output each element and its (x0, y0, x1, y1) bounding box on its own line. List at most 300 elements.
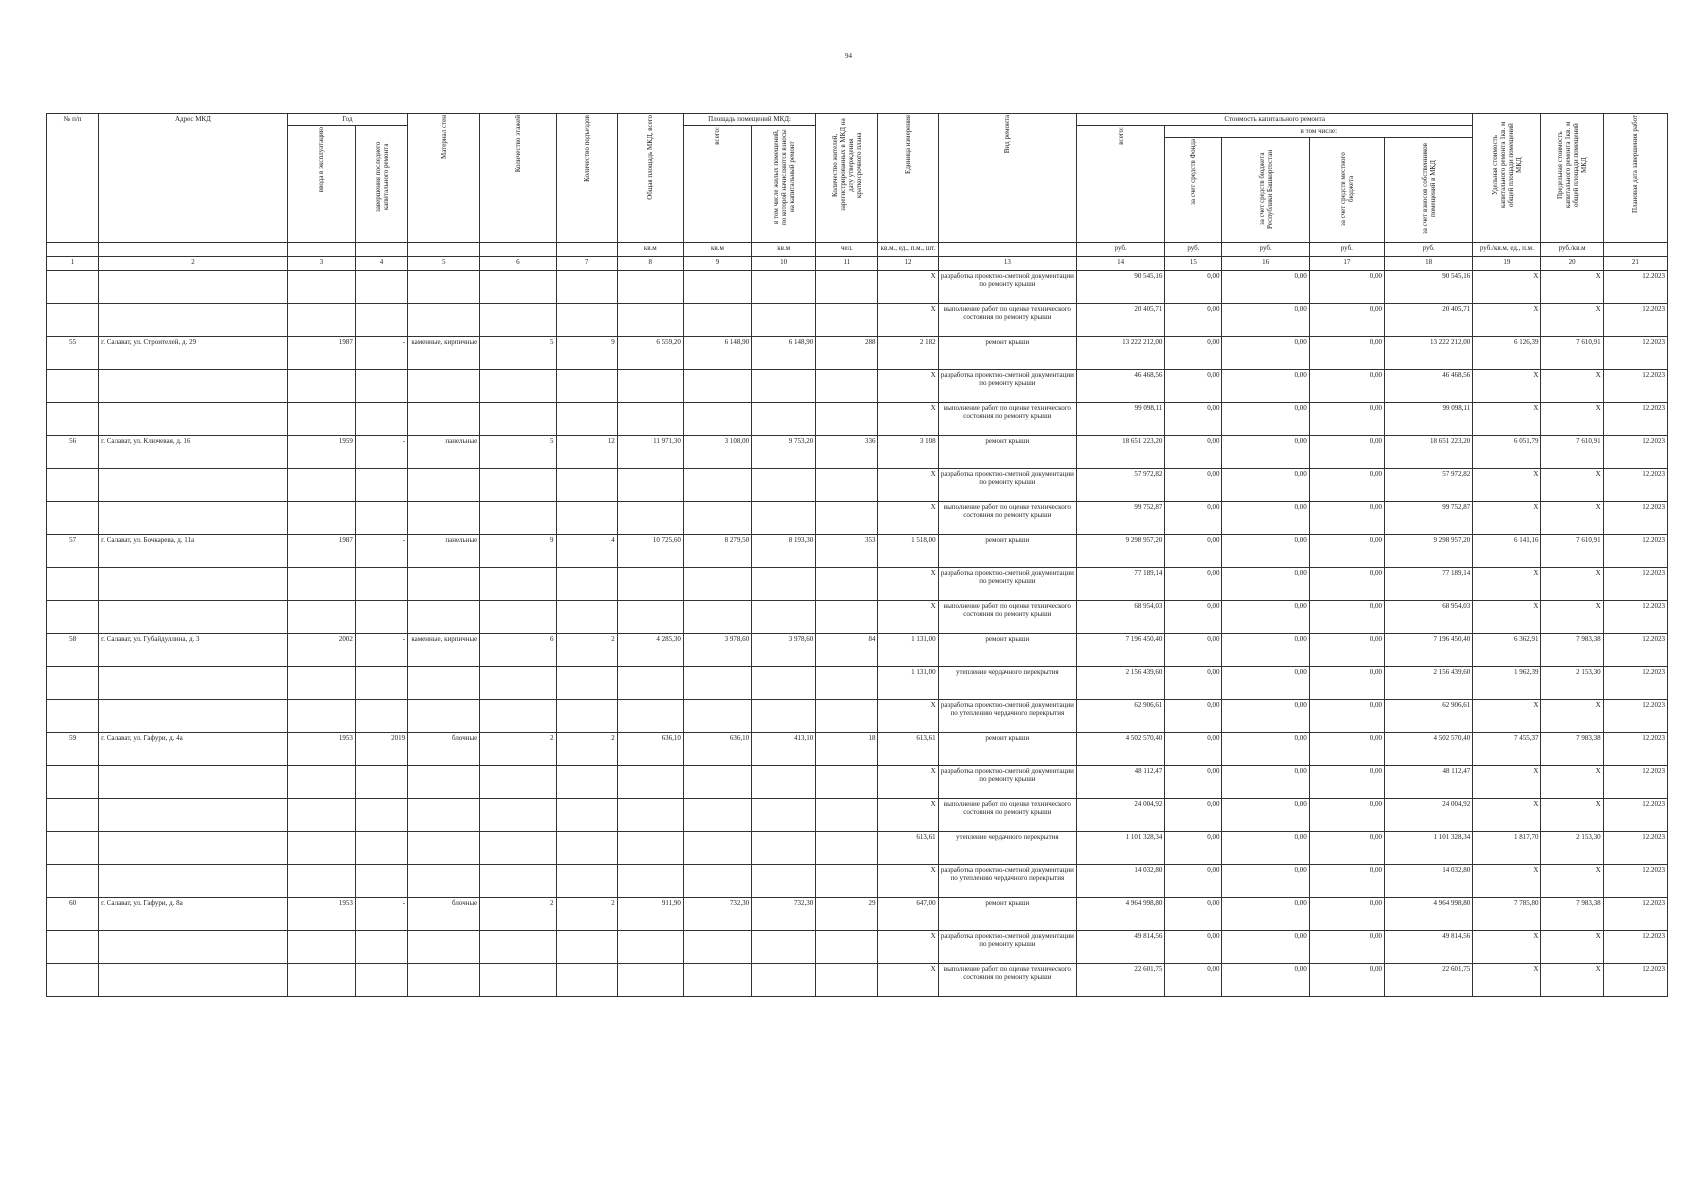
table-cell: 0,00 (1165, 502, 1222, 535)
table-cell (617, 832, 683, 865)
table-cell: - (355, 436, 407, 469)
unit-cell: руб. (1077, 243, 1165, 257)
table-cell (480, 832, 556, 865)
table-row (47, 502, 1668, 535)
table-cell: X (1473, 931, 1541, 964)
table-cell: панельные (408, 535, 480, 568)
table-cell: 9 753,20 (752, 436, 816, 469)
table-cell: разработка проектно-сметной документации по ремонту крыши (938, 766, 1076, 799)
table-cell: каменные, кирпичные (408, 337, 480, 370)
table-cell: X (1541, 304, 1603, 337)
table-cell (408, 799, 480, 832)
table-cell: выполнение работ по оценке технического состояния по ремонту крыши (938, 403, 1076, 436)
table-cell (408, 700, 480, 733)
table-cell (47, 667, 99, 700)
table-cell: 0,00 (1165, 370, 1222, 403)
table-cell: 14 032,80 (1077, 865, 1165, 898)
table-cell: 0,00 (1165, 865, 1222, 898)
table-cell: 1 131,00 (878, 667, 938, 700)
table-cell: ремонт крыши (938, 436, 1076, 469)
table-cell (47, 931, 99, 964)
unit-cell: руб. (1222, 243, 1309, 257)
table-cell (408, 271, 480, 304)
table-cell: 0,00 (1165, 931, 1222, 964)
table-cell: 0,00 (1165, 733, 1222, 766)
table-cell: 9 (556, 337, 617, 370)
table-cell (355, 931, 407, 964)
table-cell: 2 156 439,60 (1384, 667, 1472, 700)
table-cell (752, 304, 816, 337)
table-cell: 0,00 (1309, 469, 1384, 502)
table-cell (617, 865, 683, 898)
table-cell: 99 752,87 (1077, 502, 1165, 535)
table-cell: 0,00 (1309, 799, 1384, 832)
table-cell: 12.2023 (1603, 865, 1667, 898)
table-cell: 3 978,60 (683, 634, 751, 667)
table-cell (617, 667, 683, 700)
table-cell (816, 865, 878, 898)
table-cell: 0,00 (1309, 700, 1384, 733)
table-cell: 2 153,30 (1541, 667, 1603, 700)
table-cell (287, 271, 355, 304)
table-cell (408, 403, 480, 436)
column-number: 19 (1473, 257, 1541, 271)
table-cell: 7 785,80 (1473, 898, 1541, 931)
table-cell: 0,00 (1222, 370, 1309, 403)
table-cell (355, 502, 407, 535)
table-row (47, 601, 1668, 634)
table-cell: 12.2023 (1603, 370, 1667, 403)
table-cell: 1 131,00 (878, 634, 938, 667)
table-cell: 7 610,91 (1541, 535, 1603, 568)
table-cell: 3 108 (878, 436, 938, 469)
table-cell (287, 766, 355, 799)
table-cell: 0,00 (1222, 766, 1309, 799)
table-cell: 12.2023 (1603, 469, 1667, 502)
table-cell: 4 502 570,40 (1384, 733, 1472, 766)
table-cell: 0,00 (1222, 469, 1309, 502)
table-cell (617, 766, 683, 799)
table-row (47, 403, 1668, 436)
column-number: 4 (355, 257, 407, 271)
table-cell (683, 766, 751, 799)
table-cell: 0,00 (1165, 304, 1222, 337)
table-cell (355, 304, 407, 337)
unit-cell (287, 243, 355, 257)
table-cell (752, 667, 816, 700)
table-cell (480, 799, 556, 832)
table-cell: 0,00 (1222, 667, 1309, 700)
header-republic-budget: за счет средств бюджета Республики Башкортостан (1222, 138, 1309, 243)
table-cell: 18 651 223,20 (1384, 436, 1472, 469)
table-row (47, 898, 1668, 931)
table-cell (355, 700, 407, 733)
table-cell (752, 271, 816, 304)
table-cell: 3 108,00 (683, 436, 751, 469)
table-cell: 0,00 (1165, 403, 1222, 436)
table-body (47, 271, 1668, 997)
table-cell: выполнение работ по оценке технического состояния по ремонту крыши (938, 799, 1076, 832)
table-cell: - (355, 337, 407, 370)
table-cell (287, 370, 355, 403)
table-cell: г. Салават, ул. Гафури, д. 8а (99, 898, 288, 931)
table-cell (355, 403, 407, 436)
table-cell (683, 568, 751, 601)
table-cell: X (1541, 799, 1603, 832)
table-cell: 2 156 439,60 (1077, 667, 1165, 700)
table-cell: 0,00 (1222, 733, 1309, 766)
table-cell (617, 502, 683, 535)
table-cell: 60 (47, 898, 99, 931)
table-cell: 6 126,39 (1473, 337, 1541, 370)
table-cell (816, 667, 878, 700)
table-cell (287, 964, 355, 997)
table-cell: X (1541, 502, 1603, 535)
column-number: 13 (938, 257, 1076, 271)
table-cell (99, 799, 288, 832)
unit-cell: кв.м (617, 243, 683, 257)
header-row-1 (47, 114, 1668, 126)
table-cell (556, 931, 617, 964)
table-cell: 613,61 (878, 832, 938, 865)
table-cell: 0,00 (1309, 370, 1384, 403)
table-cell: г. Салават, ул. Ключевая, д. 16 (99, 436, 288, 469)
table-cell: 6 051,79 (1473, 436, 1541, 469)
table-cell: панельные (408, 436, 480, 469)
unit-cell: руб. (1309, 243, 1384, 257)
table-row (47, 766, 1668, 799)
column-number: 12 (878, 257, 938, 271)
table-cell: 6 148,90 (752, 337, 816, 370)
table-cell (816, 502, 878, 535)
table-cell: 0,00 (1309, 436, 1384, 469)
header-owners-fees: за счет взносов собственников помещений в МКД (1384, 138, 1472, 243)
table-cell (617, 601, 683, 634)
table-cell (355, 271, 407, 304)
table-row (47, 700, 1668, 733)
table-cell: 7 983,38 (1541, 634, 1603, 667)
table-cell: 6 148,90 (683, 337, 751, 370)
table-cell (480, 403, 556, 436)
table-cell: г. Салават, ул. Строителей, д. 29 (99, 337, 288, 370)
table-cell: 12.2023 (1603, 502, 1667, 535)
header-residents: Количество жителей, зарегистрированных в МКД на дату утверждения краткосрочного плана (816, 114, 878, 243)
table-cell: 0,00 (1222, 931, 1309, 964)
header-entrances: Количество подъездов (556, 114, 617, 243)
table-cell: X (1473, 601, 1541, 634)
table-cell (99, 403, 288, 436)
table-cell (355, 469, 407, 502)
table-cell (816, 370, 878, 403)
table-cell (47, 700, 99, 733)
table-cell (47, 271, 99, 304)
table-cell (99, 304, 288, 337)
table-cell (752, 865, 816, 898)
table-cell: выполнение работ по оценке технического состояния по ремонту крыши (938, 304, 1076, 337)
table-cell (355, 667, 407, 700)
table-cell: 353 (816, 535, 878, 568)
table-cell: разработка проектно-сметной документации по ремонту крыши (938, 469, 1076, 502)
table-cell: 2 (480, 733, 556, 766)
table-cell: 5 (480, 337, 556, 370)
table-cell: 1 518,00 (878, 535, 938, 568)
table-cell: ремонт крыши (938, 733, 1076, 766)
table-cell: 0,00 (1309, 865, 1384, 898)
table-cell: 0,00 (1309, 634, 1384, 667)
unit-cell (47, 243, 99, 257)
header-area-total: всего: (683, 126, 751, 243)
table-cell: 0,00 (1165, 601, 1222, 634)
table-cell (355, 832, 407, 865)
unit-cell (480, 243, 556, 257)
table-cell: 99 098,11 (1077, 403, 1165, 436)
table-cell (287, 832, 355, 865)
column-number: 18 (1384, 257, 1472, 271)
table-cell: X (1473, 964, 1541, 997)
header-wall-material: Материал стен (408, 114, 480, 243)
unit-cell: руб. (1165, 243, 1222, 257)
table-cell: 0,00 (1309, 304, 1384, 337)
table-cell: 1953 (287, 733, 355, 766)
table-cell: X (1541, 766, 1603, 799)
table-cell: блочные (408, 733, 480, 766)
table-cell: 0,00 (1165, 634, 1222, 667)
table-cell: X (1541, 469, 1603, 502)
table-cell: 1953 (287, 898, 355, 931)
table-cell: 55 (47, 337, 99, 370)
table-row (47, 469, 1668, 502)
table-cell: 0,00 (1222, 568, 1309, 601)
table-cell: каменные, кирпичные (408, 634, 480, 667)
column-number: 1 (47, 257, 99, 271)
table-cell: 3 978,60 (752, 634, 816, 667)
table-cell (480, 601, 556, 634)
table-cell (287, 931, 355, 964)
column-number: 2 (99, 257, 288, 271)
table-cell (99, 931, 288, 964)
table-cell (408, 502, 480, 535)
table-cell: X (878, 799, 938, 832)
table-cell: 56 (47, 436, 99, 469)
table-cell (355, 601, 407, 634)
header-year-group: Год (287, 114, 407, 126)
table-cell: 77 189,14 (1384, 568, 1472, 601)
header-num: № п/п (47, 114, 99, 243)
unit-cell: кв.м., ед., п.м., шт. (878, 243, 938, 257)
table-cell: X (1541, 601, 1603, 634)
table-cell: 2 (480, 898, 556, 931)
table-cell: 12.2023 (1603, 304, 1667, 337)
header-including-group: в том числе: (1165, 126, 1473, 138)
table-cell: 8 193,30 (752, 535, 816, 568)
table-cell: 12.2023 (1603, 799, 1667, 832)
table-cell: X (1541, 931, 1603, 964)
table-cell (556, 304, 617, 337)
table-cell (617, 304, 683, 337)
table-cell: 0,00 (1309, 271, 1384, 304)
table-cell: 0,00 (1222, 700, 1309, 733)
table-cell (556, 271, 617, 304)
header-cost-total: всего: (1077, 126, 1165, 243)
table-cell (408, 370, 480, 403)
table-cell (408, 865, 480, 898)
table-cell: 1 817,70 (1473, 832, 1541, 865)
table-cell: X (1541, 568, 1603, 601)
table-cell: - (355, 898, 407, 931)
table-cell: 99 752,87 (1384, 502, 1472, 535)
table-row (47, 337, 1668, 370)
table-cell (47, 502, 99, 535)
table-cell: 1 962,39 (1473, 667, 1541, 700)
table-cell: X (878, 865, 938, 898)
table-cell: 2 (556, 634, 617, 667)
table-cell: 4 964 998,80 (1384, 898, 1472, 931)
column-number: 17 (1309, 257, 1384, 271)
table-cell: 8 279,50 (683, 535, 751, 568)
table-cell: X (1473, 403, 1541, 436)
table-cell: 4 285,30 (617, 634, 683, 667)
header-address: Адрес МКД (99, 114, 288, 243)
table-cell: 288 (816, 337, 878, 370)
table-cell: 46 468,56 (1077, 370, 1165, 403)
table-cell: 14 032,80 (1384, 865, 1472, 898)
table-cell (617, 964, 683, 997)
table-cell: X (878, 403, 938, 436)
table-cell (480, 700, 556, 733)
table-cell: 90 545,16 (1077, 271, 1165, 304)
table-cell (480, 469, 556, 502)
table-cell (47, 865, 99, 898)
unit-cell (355, 243, 407, 257)
table-cell: 0,00 (1309, 403, 1384, 436)
table-cell: разработка проектно-сметной документации по ремонту крыши (938, 568, 1076, 601)
column-number: 5 (408, 257, 480, 271)
header-area-group: Площадь помещений МКД: (683, 114, 815, 126)
header-last-repair-year: завершения последнего капитального ремонта (355, 126, 407, 243)
table-cell: X (878, 931, 938, 964)
table-cell: 0,00 (1309, 931, 1384, 964)
table-cell (683, 403, 751, 436)
table-cell (47, 469, 99, 502)
table-cell (816, 304, 878, 337)
table-cell: - (355, 634, 407, 667)
table-cell (683, 799, 751, 832)
table-cell: 0,00 (1309, 502, 1384, 535)
header-limit-cost: Предельная стоимость капитального ремонта 1кв. м общей площади помещений МКД (1541, 114, 1603, 243)
unit-cell (938, 243, 1076, 257)
unit-cell: чел. (816, 243, 878, 257)
table-cell: 12.2023 (1603, 568, 1667, 601)
table-cell (355, 799, 407, 832)
table-cell: X (878, 271, 938, 304)
table-cell (617, 271, 683, 304)
table-cell: 0,00 (1222, 865, 1309, 898)
table-cell: 48 112,47 (1077, 766, 1165, 799)
table-cell: 636,10 (617, 733, 683, 766)
table-cell: X (1541, 700, 1603, 733)
table-cell (556, 964, 617, 997)
table-cell: 0,00 (1222, 403, 1309, 436)
table-cell (99, 667, 288, 700)
table-cell: 1 101 328,34 (1077, 832, 1165, 865)
table-cell (556, 832, 617, 865)
table-cell: X (878, 700, 938, 733)
table-cell (816, 403, 878, 436)
table-row (47, 733, 1668, 766)
table-cell (816, 766, 878, 799)
page-number: 94 (845, 52, 852, 60)
table-cell (47, 304, 99, 337)
table-cell: 12.2023 (1603, 403, 1667, 436)
table-cell: 2019 (355, 733, 407, 766)
table-cell (408, 667, 480, 700)
unit-cell: руб./кв.м, ед., п.м. (1473, 243, 1541, 257)
table-cell: 0,00 (1309, 568, 1384, 601)
table-cell (752, 700, 816, 733)
table-cell: 0,00 (1165, 469, 1222, 502)
table-cell: 0,00 (1222, 436, 1309, 469)
table-cell: 59 (47, 733, 99, 766)
table-cell: 0,00 (1222, 502, 1309, 535)
table-cell (556, 370, 617, 403)
table-cell: 2 153,30 (1541, 832, 1603, 865)
table-cell (99, 601, 288, 634)
table-cell (47, 766, 99, 799)
header-cost-group: Стоимость капитального ремонта (1077, 114, 1473, 126)
table-cell: 68 954,03 (1384, 601, 1472, 634)
table-cell: X (1541, 403, 1603, 436)
table-cell (355, 766, 407, 799)
table-cell (556, 403, 617, 436)
table-cell: выполнение работ по оценке технического состояния по ремонту крыши (938, 502, 1076, 535)
table-cell: 24 004,92 (1384, 799, 1472, 832)
table-cell: X (1473, 370, 1541, 403)
table-cell (556, 568, 617, 601)
table-cell: 0,00 (1222, 832, 1309, 865)
table-cell: 0,00 (1309, 964, 1384, 997)
table-cell: 0,00 (1165, 832, 1222, 865)
table-cell (408, 964, 480, 997)
table-cell (480, 568, 556, 601)
table-cell: утепление чердачного перекрытия (938, 832, 1076, 865)
table-cell: разработка проектно-сметной документации по ремонту крыши (938, 370, 1076, 403)
table-cell (480, 865, 556, 898)
table-cell (99, 700, 288, 733)
table-row (47, 271, 1668, 304)
table-cell (287, 502, 355, 535)
table-cell: 46 468,56 (1384, 370, 1472, 403)
table-cell: 0,00 (1309, 766, 1384, 799)
table-cell (752, 964, 816, 997)
header-planned-date: Плановая дата завершения работ (1603, 114, 1667, 243)
table-cell (683, 667, 751, 700)
units-row (47, 243, 1668, 257)
table-cell: X (1473, 469, 1541, 502)
table-cell (47, 832, 99, 865)
table-cell (556, 799, 617, 832)
table-cell (287, 568, 355, 601)
table-cell: 90 545,16 (1384, 271, 1472, 304)
table-cell: 336 (816, 436, 878, 469)
table-cell (683, 700, 751, 733)
table-cell: г. Салават, ул. Гафури, д. 4а (99, 733, 288, 766)
table-cell: X (1473, 304, 1541, 337)
table-cell (287, 667, 355, 700)
table-cell (556, 667, 617, 700)
table-cell (287, 304, 355, 337)
table-cell (617, 799, 683, 832)
header-unit: Единица измерения (878, 114, 938, 243)
